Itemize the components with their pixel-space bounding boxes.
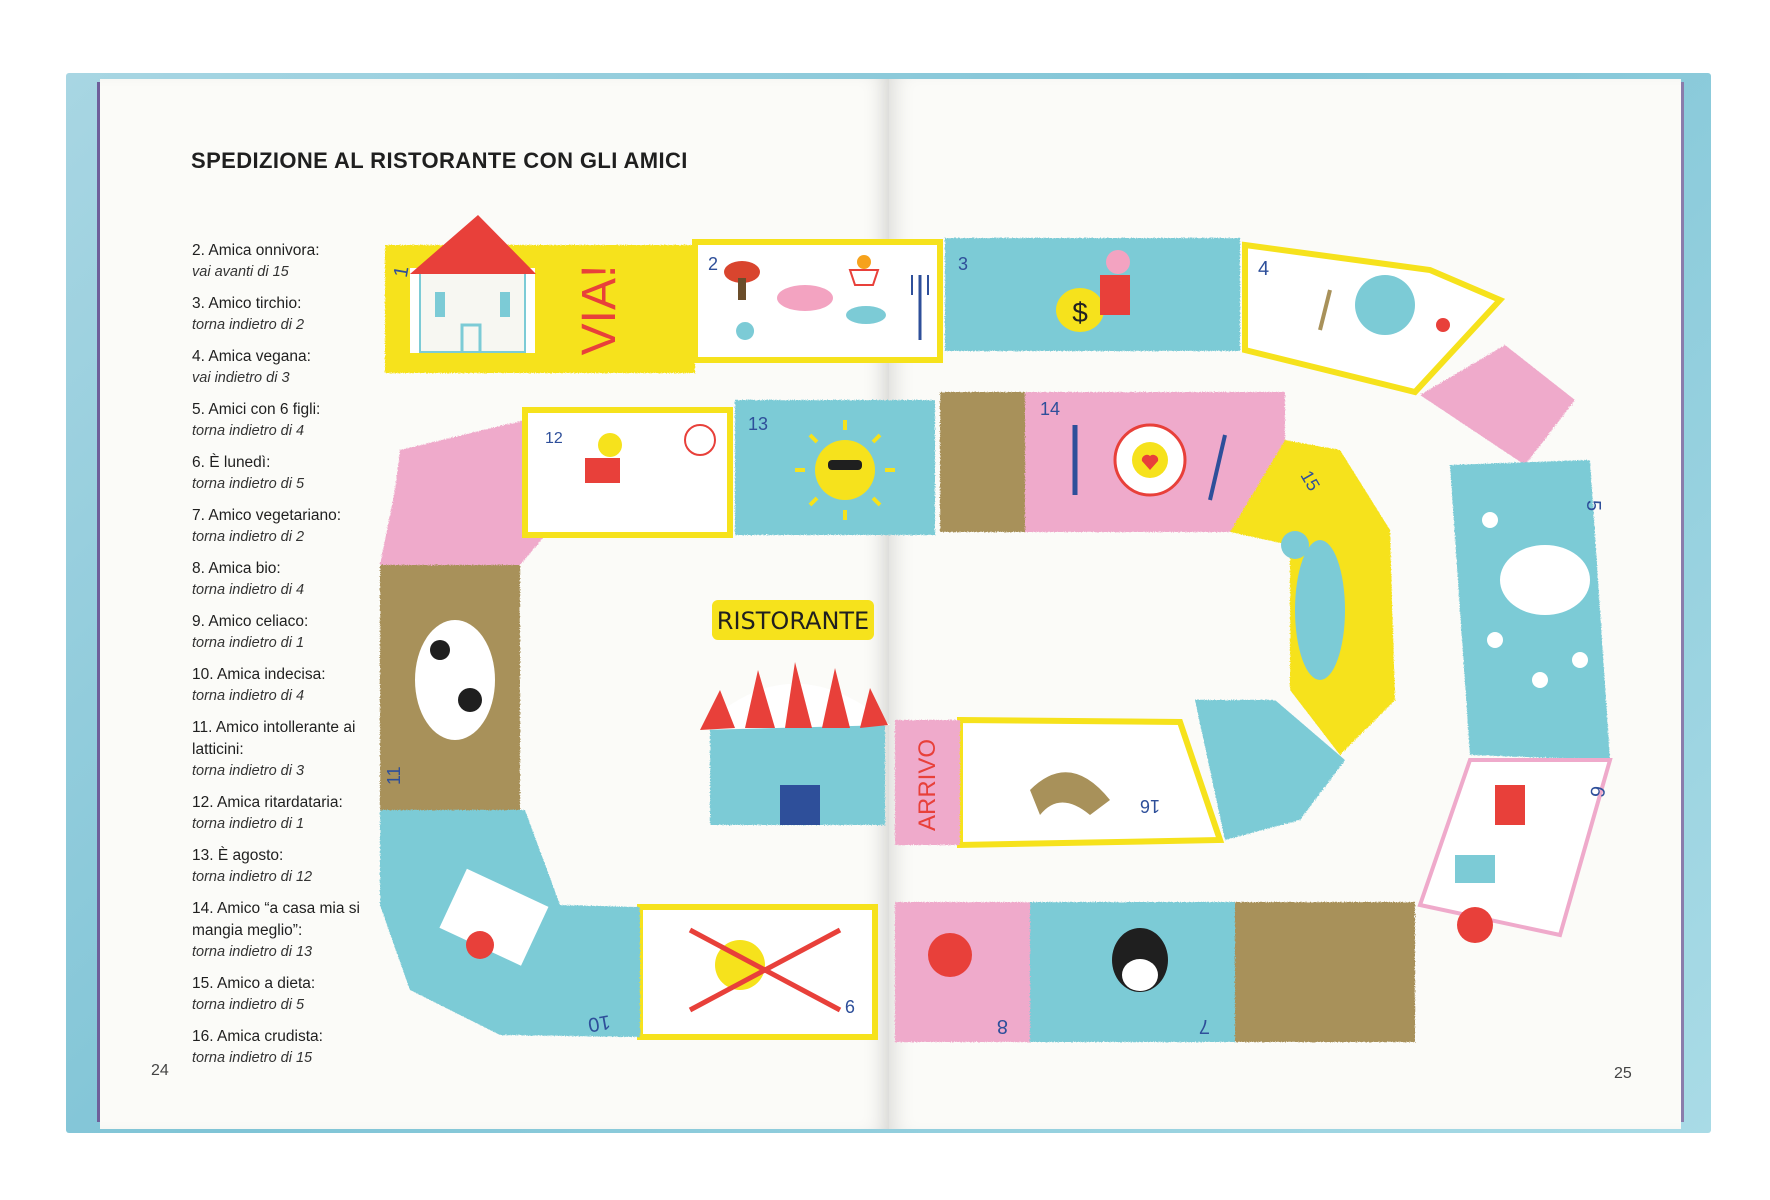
square-10-curve bbox=[380, 810, 640, 1037]
rule-title: 10. Amica indecisa: bbox=[192, 666, 326, 683]
indecisive-friend-icon bbox=[466, 931, 494, 959]
rule-action: torna indietro di 12 bbox=[192, 869, 313, 885]
square-6-number: 6 bbox=[1585, 784, 1609, 799]
rule-action: torna indietro di 2 bbox=[192, 529, 305, 545]
pig-icon bbox=[777, 285, 833, 311]
rule-action: torna indietro di 1 bbox=[192, 816, 305, 832]
square-13-number: 13 bbox=[748, 414, 769, 434]
rule-title: 9. Amico celiaco: bbox=[192, 613, 309, 630]
dollar-sign: $ bbox=[1072, 297, 1088, 328]
square-8 bbox=[895, 902, 1030, 1042]
square-7-blue bbox=[1030, 902, 1235, 1042]
broccoli-friend-icon bbox=[1355, 275, 1415, 335]
house-roof-icon bbox=[410, 215, 536, 274]
page-number-right: 25 bbox=[1614, 1065, 1632, 1082]
rule-title: 2. Amica onnivora: bbox=[192, 242, 320, 259]
square-11 bbox=[380, 565, 520, 810]
snail-icon bbox=[736, 322, 754, 340]
page-title: SPEDIZIONE AL RISTORANTE CON GLI AMICI bbox=[191, 148, 688, 173]
square-14-number: 14 bbox=[1040, 399, 1061, 419]
rule-title: 6. È lunedì: bbox=[192, 454, 271, 471]
square-12 bbox=[525, 410, 730, 535]
square-3 bbox=[945, 238, 1240, 351]
rule-action: vai avanti di 15 bbox=[192, 264, 289, 280]
person-icon bbox=[1100, 275, 1130, 315]
rule-action: torna indietro di 4 bbox=[192, 582, 305, 598]
rule-action: torna indietro di 13 bbox=[192, 944, 313, 960]
rule-title: 4. Amica vegana: bbox=[192, 348, 311, 365]
rule-title: 11. Amico intollerante ai latticini: bbox=[192, 719, 356, 758]
square-14 bbox=[940, 392, 1285, 532]
start-label: VIA! bbox=[573, 264, 626, 356]
rule-title: 5. Amici con 6 figli: bbox=[192, 401, 321, 418]
rule-action: torna indietro di 5 bbox=[192, 476, 305, 492]
square-16 bbox=[960, 720, 1220, 845]
square-5-number: 5 bbox=[1582, 500, 1604, 512]
square-1-number: 1 bbox=[389, 264, 414, 280]
family-icon bbox=[1455, 855, 1495, 883]
rule-title: 13. È agosto: bbox=[192, 847, 284, 864]
rule-action: torna indietro di 4 bbox=[192, 423, 305, 439]
rule-action: vai indietro di 3 bbox=[192, 370, 290, 386]
rule-action: torna indietro di 1 bbox=[192, 635, 305, 651]
square-3-number: 3 bbox=[958, 254, 969, 274]
sunglasses-icon bbox=[828, 460, 862, 470]
square-5-curve bbox=[1420, 345, 1610, 760]
square-13 bbox=[735, 400, 935, 535]
clock-icon bbox=[685, 425, 715, 455]
tomato-icon bbox=[928, 933, 972, 977]
square-2-number: 2 bbox=[708, 254, 719, 274]
books-icon bbox=[1495, 785, 1525, 825]
restaurant-label: RISTORANTE bbox=[716, 607, 870, 635]
rule-action: torna indietro di 3 bbox=[192, 763, 305, 779]
rule-title: 16. Amica crudista: bbox=[192, 1028, 323, 1045]
square-16-number: 16 bbox=[1139, 796, 1160, 816]
apple-icon bbox=[1436, 318, 1450, 332]
square-6 bbox=[1420, 760, 1610, 943]
rule-action: torna indietro di 2 bbox=[192, 317, 305, 333]
square-9-number: 9 bbox=[844, 996, 855, 1016]
finish-square bbox=[895, 720, 960, 845]
rule-title: 7. Amico vegetariano: bbox=[192, 507, 342, 524]
square-7 bbox=[1235, 902, 1415, 1042]
goose-icon bbox=[1500, 545, 1590, 615]
square-7-number: 7 bbox=[1198, 1015, 1210, 1037]
fish-icon bbox=[846, 306, 886, 324]
cow-icon bbox=[415, 620, 495, 740]
restaurant-building-icon bbox=[700, 662, 890, 825]
caterpillar-icon bbox=[1295, 540, 1345, 680]
square-1-start bbox=[385, 215, 695, 373]
square-2 bbox=[695, 242, 940, 360]
rule-action: torna indietro di 4 bbox=[192, 688, 305, 704]
dessert-icon bbox=[850, 270, 878, 285]
rule-title: 12. Amica ritardataria: bbox=[192, 794, 343, 811]
bag-icon bbox=[1457, 907, 1493, 943]
finish-label: ARRIVO bbox=[914, 738, 941, 832]
square-9 bbox=[640, 907, 875, 1037]
running-friend-icon bbox=[598, 433, 622, 457]
square-11-number: 11 bbox=[384, 766, 404, 785]
square-10-number: 10 bbox=[586, 1010, 613, 1036]
square-8-number: 8 bbox=[996, 1015, 1008, 1037]
rule-title: 15. Amico a dieta: bbox=[192, 975, 316, 992]
rule-title: 3. Amico tirchio: bbox=[192, 295, 302, 312]
square-4 bbox=[1245, 245, 1500, 392]
rule-title: 14. Amico “a casa mia si mangia meglio”: bbox=[192, 900, 360, 939]
page-number-left: 24 bbox=[151, 1062, 169, 1079]
square-12-number: 12 bbox=[545, 430, 563, 447]
square-4-number: 4 bbox=[1258, 258, 1270, 280]
rule-action: torna indietro di 5 bbox=[192, 997, 305, 1013]
square-15-number: 15 bbox=[1296, 467, 1324, 495]
rule-title: 8. Amica bio: bbox=[192, 560, 281, 577]
restaurant-sign bbox=[712, 600, 874, 640]
rule-action: torna indietro di 15 bbox=[192, 1050, 313, 1066]
